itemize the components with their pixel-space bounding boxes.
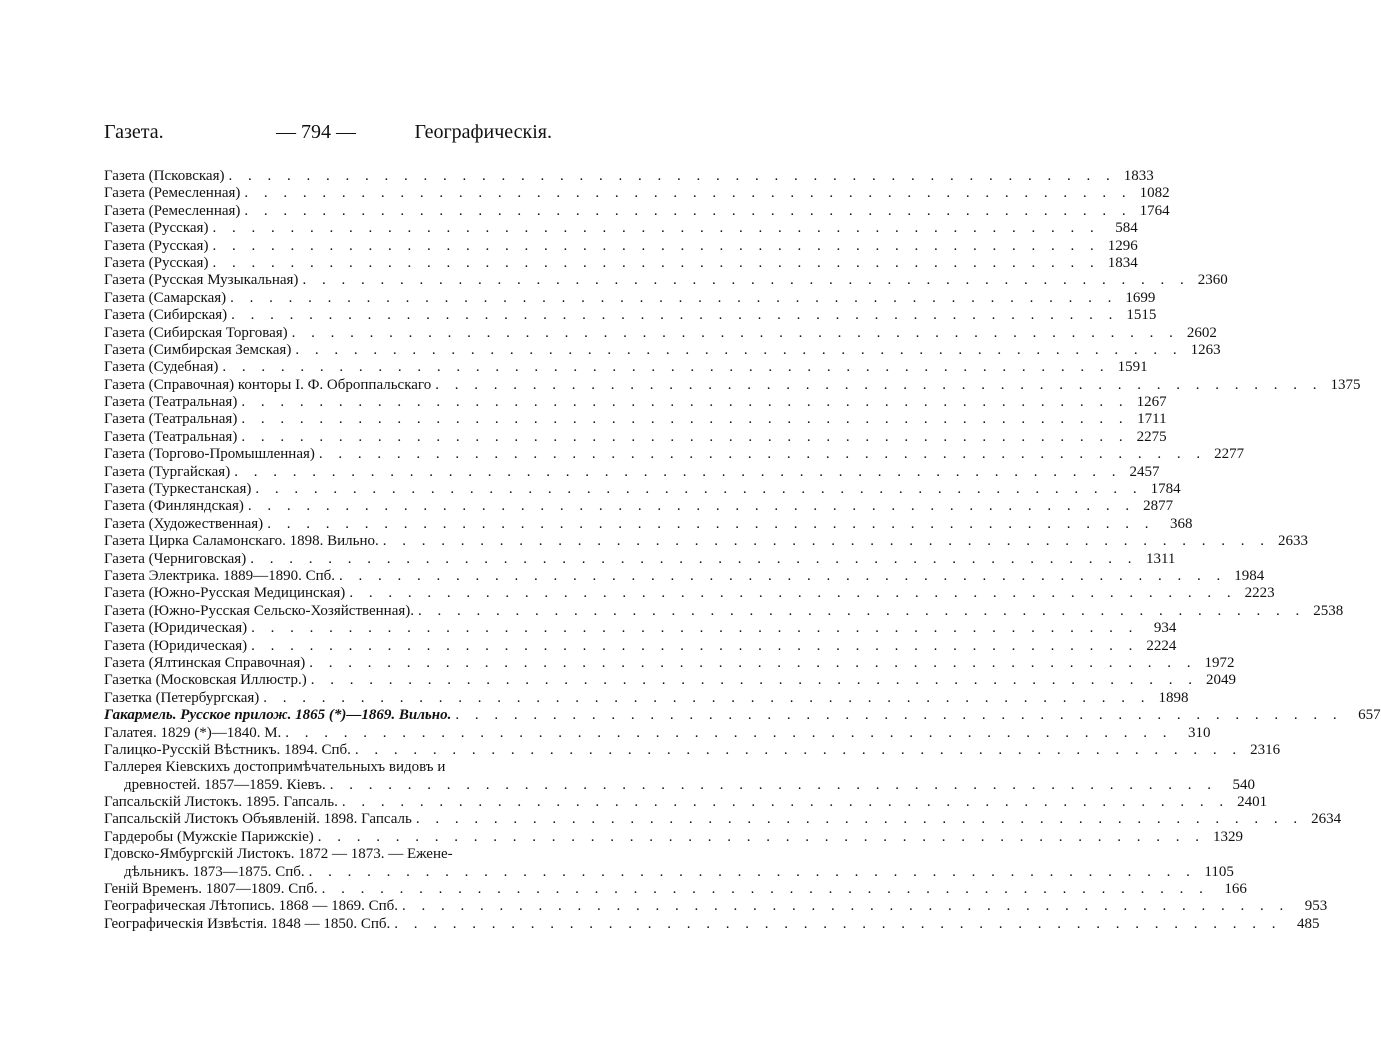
leader-dots xyxy=(234,464,1121,481)
index-entry xyxy=(104,620,1177,637)
entry-number: 368 xyxy=(1169,515,1193,532)
entry-title: Газета (Самарская) xyxy=(104,289,227,306)
leader-dots xyxy=(292,325,1179,342)
entry-title: Газета (Ремесленная) xyxy=(104,202,241,219)
entry-title: Газета (Справочная) конторы І. Ф. Оброппальскаго xyxy=(104,376,432,393)
index-entry xyxy=(104,724,1211,742)
index-entry xyxy=(104,237,1138,255)
entry-number: 1784 xyxy=(1150,481,1181,498)
entry-title: Галицко-Русскій Вѣстникъ. 1894. Спб. xyxy=(104,741,351,758)
index-entry xyxy=(104,654,1235,672)
index-entry xyxy=(104,359,1148,376)
index-entry xyxy=(104,411,1167,428)
index-entry xyxy=(104,428,1167,446)
entry-number: 2316 xyxy=(1250,741,1281,758)
entry-title: Географическія Извѣстія. 1848 — 1850. Спб. xyxy=(104,915,391,932)
index-entry xyxy=(104,672,1236,689)
leader-dots xyxy=(302,272,1189,289)
leader-dots xyxy=(295,342,1182,359)
entry-number: 2401 xyxy=(1237,794,1268,811)
index-entry xyxy=(104,498,1174,515)
page-number: — 794 — xyxy=(276,121,356,143)
leader-dots xyxy=(342,794,1229,811)
entry-number: 1105 xyxy=(1204,863,1234,880)
index-entry xyxy=(104,481,1181,498)
entry-title: Газета (Русская Музыкальная) xyxy=(104,272,299,289)
entry-title: Газета (Сибирская) xyxy=(104,307,228,324)
entry-number: 1833 xyxy=(1123,168,1154,184)
entry-title: Газета Цирка Саламонскаго. 1898. Вильно. xyxy=(104,533,379,550)
entry-number: 1898 xyxy=(1158,689,1189,706)
entry-number: 2538 xyxy=(1313,602,1344,619)
leader-dots xyxy=(416,811,1303,828)
leader-dots xyxy=(263,690,1150,707)
leader-dots xyxy=(212,255,1099,272)
index-entry xyxy=(104,220,1138,237)
index-entry xyxy=(104,915,1320,933)
leader-dots xyxy=(402,898,1289,915)
index-entry xyxy=(104,272,1228,289)
entry-title: Гапсальскій Листокъ Объявленій. 1898. Гапсаль xyxy=(104,811,412,828)
entry-title: Газета (Русская) xyxy=(104,254,209,271)
index-entry xyxy=(104,846,526,863)
index-entry xyxy=(104,324,1217,342)
entry-number: 953 xyxy=(1304,898,1328,915)
entry-title: Газета (Русская) xyxy=(104,237,209,254)
index-entry xyxy=(104,168,1154,185)
leader-dots xyxy=(250,551,1137,568)
leader-dots xyxy=(231,307,1118,324)
entry-number: 657 xyxy=(1358,707,1381,724)
index-list xyxy=(104,168,1381,933)
index-entry xyxy=(104,776,1255,794)
entry-number: 540 xyxy=(1232,776,1255,793)
index-entry xyxy=(104,828,1244,846)
index-entry xyxy=(104,707,1381,724)
entry-title: Газета (Ялтинская Справочная) xyxy=(104,654,306,671)
entry-title: Газета (Южно-Русская Медицинская) xyxy=(104,585,346,602)
entry-number: 166 xyxy=(1224,881,1247,898)
entry-number: 1699 xyxy=(1125,289,1156,306)
leader-dots xyxy=(267,516,1154,533)
entry-title: Газета Электрика. 1889—1890. Спб. xyxy=(104,567,336,584)
entry-title: дѣльникъ. 1873—1875. Спб. xyxy=(124,863,305,880)
entry-number: 2633 xyxy=(1278,533,1309,550)
entry-number: 1267 xyxy=(1136,394,1167,411)
index-entry xyxy=(104,863,1234,881)
index-entry xyxy=(104,533,1309,550)
entry-title: Гдовско-Ямбургскій Листокъ. 1872 — 1873. — Еженe- xyxy=(104,846,453,863)
entry-number: 2634 xyxy=(1311,811,1342,828)
leader-dots xyxy=(355,742,1242,759)
leader-dots xyxy=(418,603,1305,620)
index-entry xyxy=(104,185,1170,202)
leader-dots xyxy=(251,620,1138,637)
entry-number: 1834 xyxy=(1107,254,1138,271)
entry-title: Газета (Судебная) xyxy=(104,359,219,376)
header-right: Географическія. xyxy=(414,121,552,143)
entry-title: Галлерея Кіевскихъ достопримѣчательныхъ видовъ и xyxy=(104,759,446,776)
entry-title: Газета (Псковская) xyxy=(104,168,225,184)
index-entry xyxy=(104,811,1342,828)
entry-title: Газета (Южно-Русская Сельско-Хозяйственная). xyxy=(104,602,415,619)
index-entry xyxy=(104,794,1268,811)
entry-title: Газета (Торгово-Промышленная) xyxy=(104,446,315,463)
leader-dots xyxy=(230,290,1117,307)
entry-title: Географическая Лѣтопись. 1868 — 1869. Спб. xyxy=(104,898,398,915)
index-entry xyxy=(104,463,1160,481)
leader-dots xyxy=(394,916,1281,933)
entry-number: 2457 xyxy=(1129,463,1160,480)
index-entry xyxy=(104,376,1361,394)
entry-number: 584 xyxy=(1115,220,1138,237)
index-entry xyxy=(104,550,1176,568)
index-entry xyxy=(104,741,1281,759)
leader-dots xyxy=(241,429,1128,446)
entry-title: Газета (Русская) xyxy=(104,220,209,237)
entry-number: 1711 xyxy=(1137,411,1167,428)
entry-title: Газета (Юридическая) xyxy=(104,620,248,637)
leader-dots xyxy=(244,203,1131,220)
entry-number: 2360 xyxy=(1197,272,1228,289)
entry-title: Гакармель. Русское прилож. 1865 (*)—1869. Вильно. xyxy=(104,707,452,724)
index-entry xyxy=(104,289,1156,307)
index-entry xyxy=(104,585,1275,602)
entry-title: Газета (Театральная) xyxy=(104,411,238,428)
entry-title: Гапсальскій Листокъ. 1895. Гапсаль. xyxy=(104,794,338,811)
entry-title: Газета (Театральная) xyxy=(104,394,238,411)
entry-number: 1972 xyxy=(1204,654,1235,671)
leader-dots xyxy=(285,725,1172,742)
leader-dots xyxy=(435,377,1322,394)
entry-number: 1329 xyxy=(1213,828,1244,845)
entry-title: Геній Временъ. 1807—1809. Спб. xyxy=(104,881,318,898)
entry-number: 1263 xyxy=(1190,341,1221,358)
leader-dots xyxy=(311,672,1198,689)
index-entry xyxy=(104,637,1177,655)
index-entry xyxy=(104,759,526,776)
entry-title: Газета (Ремесленная) xyxy=(104,185,241,202)
leader-dots xyxy=(339,568,1226,585)
entry-number: 2049 xyxy=(1206,672,1236,689)
entry-title: Газета (Сибирская Торговая) xyxy=(104,324,288,341)
leader-dots xyxy=(318,829,1205,846)
entry-title: Гардеробы (Мужскіе Парижскіе) xyxy=(104,828,314,845)
entry-title: Газетка (Московская Иллюстр.) xyxy=(104,672,307,689)
entry-title: Газета (Симбирская Земская) xyxy=(104,341,292,358)
entry-number: 1375 xyxy=(1330,376,1361,393)
page-header xyxy=(104,118,552,146)
entry-number: 310 xyxy=(1188,724,1211,741)
entry-number: 485 xyxy=(1297,915,1320,932)
leader-dots xyxy=(248,498,1135,515)
leader-dots xyxy=(228,168,1115,185)
leader-dots xyxy=(383,533,1270,550)
index-entry xyxy=(104,567,1265,585)
leader-dots xyxy=(309,655,1196,672)
entry-title: Газета (Художественная) xyxy=(104,515,264,532)
entry-number: 1764 xyxy=(1139,202,1170,219)
leader-dots xyxy=(241,411,1128,428)
entry-number: 2602 xyxy=(1186,324,1217,341)
leader-dots xyxy=(255,481,1142,498)
entry-title: древностей. 1857—1859. Кіевъ. xyxy=(124,776,326,793)
entry-number: 2275 xyxy=(1136,428,1167,445)
leader-dots xyxy=(455,707,1342,724)
leader-dots xyxy=(309,864,1196,881)
entry-number: 1984 xyxy=(1234,567,1265,584)
entry-number: 1296 xyxy=(1107,237,1138,254)
leader-dots xyxy=(222,359,1109,376)
leader-dots xyxy=(241,394,1128,411)
entry-number: 1515 xyxy=(1126,307,1157,324)
index-entry xyxy=(104,341,1221,359)
entry-title: Газетка (Петербургская) xyxy=(104,689,260,706)
index-entry xyxy=(104,307,1157,324)
entry-number: 1082 xyxy=(1139,185,1170,202)
index-entry xyxy=(104,446,1245,463)
entry-title: Газета (Финляндская) xyxy=(104,498,244,515)
index-entry xyxy=(104,254,1138,272)
entry-number: 2877 xyxy=(1143,498,1174,515)
index-entry xyxy=(104,602,1344,620)
entry-title: Галатея. 1829 (*)—1840. М. xyxy=(104,724,282,741)
entry-number: 2277 xyxy=(1214,446,1245,463)
leader-dots xyxy=(349,585,1236,602)
entry-number: 934 xyxy=(1153,620,1177,637)
entry-title: Газета (Туркестанская) xyxy=(104,481,252,498)
entry-number: 1591 xyxy=(1117,359,1148,376)
entry-title: Газета (Тургайская) xyxy=(104,463,231,480)
index-entry xyxy=(104,898,1328,915)
entry-title: Газета (Театральная) xyxy=(104,428,238,445)
leader-dots xyxy=(212,238,1099,255)
entry-number: 1311 xyxy=(1145,550,1176,567)
index-entry xyxy=(104,394,1167,411)
index-entry xyxy=(104,515,1193,533)
leader-dots xyxy=(330,777,1217,794)
leader-dots xyxy=(251,638,1138,655)
leader-dots xyxy=(212,220,1099,237)
leader-dots xyxy=(322,881,1209,898)
index-entry xyxy=(104,202,1170,220)
entry-number: 2223 xyxy=(1244,585,1275,602)
index-entry xyxy=(104,881,1247,898)
entry-title: Газета (Черниговская) xyxy=(104,550,247,567)
index-entry xyxy=(104,689,1189,707)
leader-dots xyxy=(319,446,1206,463)
header-left: Газета. xyxy=(104,121,164,143)
entry-number: 2224 xyxy=(1146,637,1177,654)
entry-title: Газета (Юридическая) xyxy=(104,637,248,654)
leader-dots xyxy=(244,185,1131,202)
